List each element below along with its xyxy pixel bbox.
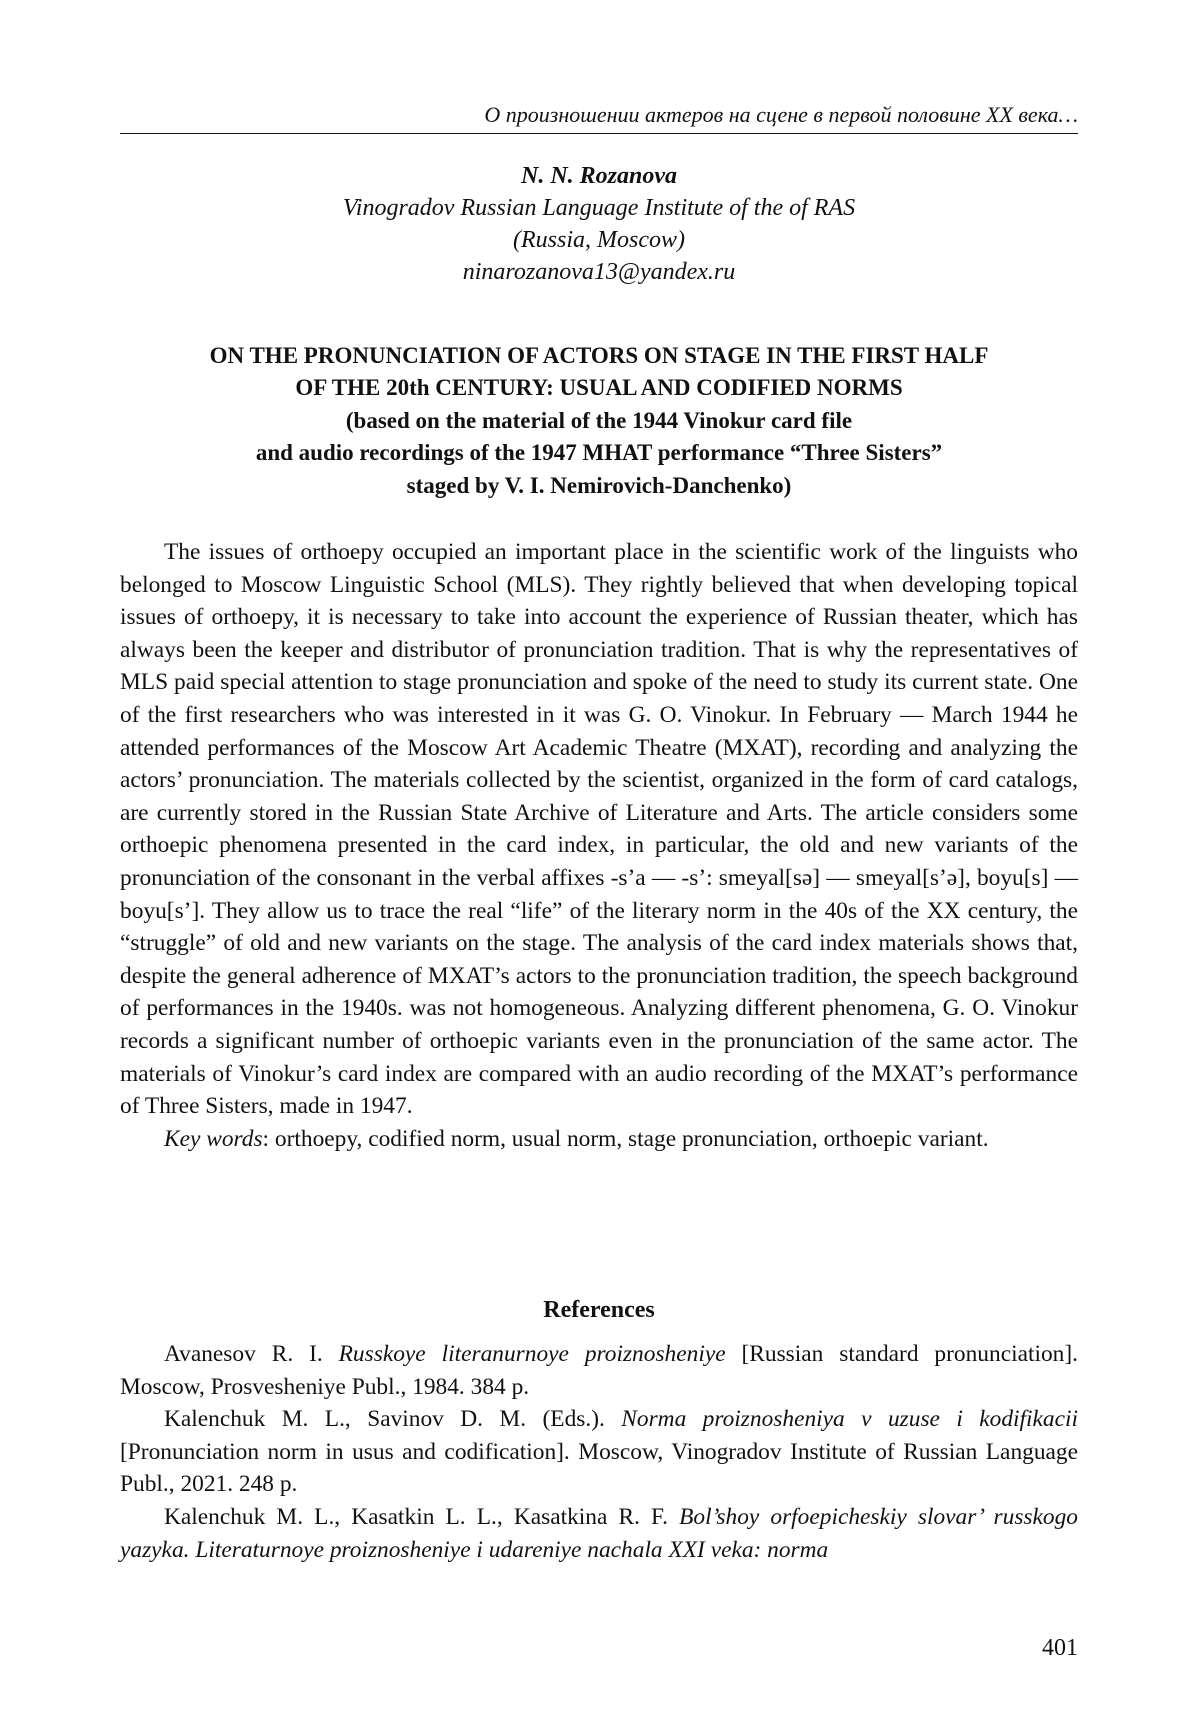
keywords-label: Key words — [164, 1125, 263, 1152]
title-line: OF THE 20th CENTURY: USUAL AND CODIFIED NORMS — [295, 375, 903, 401]
header-rule — [120, 133, 1078, 134]
keywords-paragraph — [120, 1123, 1078, 1156]
abstract-body — [120, 536, 1078, 1155]
title-line: and audio recordings of the 1947 MHAT performance “Three Sisters” — [255, 440, 943, 466]
reference-authors: Avanesov R. I. — [164, 1341, 339, 1367]
reference-title: Russkoye literanurnoye proiznosheniye — [338, 1341, 726, 1367]
reference-title: Norma proiznosheniya v uzuse i kodifikacii — [621, 1406, 1078, 1433]
reference-rest: [Pronunciation norm in usus and codification]. Moscow, Vinogradov Institute of Russian Language Publ., 2021. 248 p. — [120, 1438, 1078, 1498]
references-heading: References — [543, 1297, 655, 1323]
reference-item — [120, 1403, 1078, 1501]
title-line: (based on the material of the 1944 Vinokur card file — [345, 407, 853, 433]
reference-rest: [Russian standard pronunciation]. Moscow, Prosvesheniye Publ., 1984. 384 p. — [120, 1341, 1078, 1400]
reference-item — [120, 1338, 1078, 1403]
running-head: О произношении актеров на сцене в первой половине XX века… — [484, 102, 1078, 127]
keywords-text: : orthoepy, codified norm, usual norm, stage pronunciation, orthoepic variant. — [262, 1125, 989, 1152]
author-affiliation: Vinogradov Russian Language Institute of the of RAS — [342, 195, 856, 221]
reference-authors: Kalenchuk M. L., Savinov D. M. (Eds.). — [164, 1406, 622, 1433]
references-list — [120, 1338, 1078, 1566]
author-location: (Russia, Moscow) — [513, 227, 685, 253]
page-number: 401 — [1042, 1635, 1078, 1661]
title-line: staged by V. I. Nemirovich-Danchenko) — [406, 472, 792, 498]
author-email: ninarozanova13@yandex.ru — [462, 259, 736, 285]
title-line: ON THE PRONUNCIATION OF ACTORS ON STAGE IN THE FIRST HALF — [209, 343, 989, 368]
reference-item — [120, 1501, 1078, 1566]
article-title — [120, 340, 1078, 502]
author-block — [120, 160, 1078, 288]
reference-title: Bol’shoy orfoepicheskiy slovar’ russkogo yazyka. Literaturnoye proiznosheniye i udareniye nachala XXI veka: norma — [120, 1503, 1078, 1563]
author-name: N. N. Rozanova — [520, 163, 677, 189]
reference-authors: Kalenchuk M. L., Kasatkin L. L., Kasatkina R. F. — [164, 1503, 680, 1530]
abstract-paragraph: The issues of orthoepy occupied an important place in the scientific work of the linguists who belonged to Moscow Linguistic School (MLS). They rightly believed that when developing topical issues of orthoepy, it is necessary to take into account the experience of Russian theater, which has always been the keeper and distributor of pronunciation tradition. That is why the representatives of MLS paid special attention to stage pronunciation and spoke of the need to study its current state. One of the first researchers who was interested in it was G. O. Vinokur. In February — March 1944 he attended performances of the Moscow Art Academic Theatre (MXAT), recording and analyzing the actors’ pronunciation. The materials collected by the scientist, organized in the form of card catalogs, are currently stored in the Russian State Archive of Literature and Arts. The article considers some orthoepic phenomena presented in the card index, in particular, the old and new variants of the pronunciation of the consonant in the verbal affixes -s’a — -s’: smeyal[sə] — smeyal[s’ə], boyu[s] — boyu[s’]. They allow us to trace the real “life” of the literary norm in the 40s of the XX century, the “struggle” of old and new variants on the stage. The analysis of the card index materials shows that, despite the general adherence of MXAT’s actors to the pronunciation tradition, the speech background of performances in the 1940s. was not homogeneous. Analyzing different phenomena, G. O. Vinokur records a significant number of orthoepic variants even in the pronunciation of the same actor. The materials of Vinokur’s card index are compared with an audio recording of the MXAT’s performance of Three Sisters, made in 1947. — [120, 539, 1078, 1120]
